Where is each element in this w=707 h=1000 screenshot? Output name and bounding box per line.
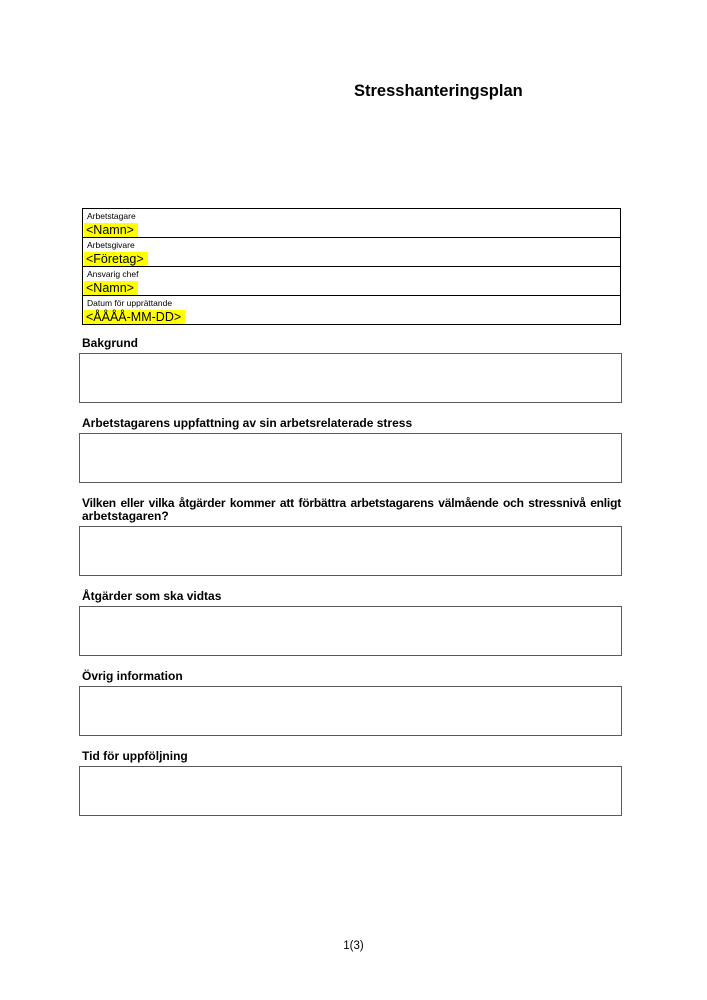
page-number: 1(3)	[343, 940, 364, 952]
info-table-row-arbetstagare	[83, 209, 620, 238]
info-table-row-arbetsgivare	[83, 238, 620, 267]
section-heading: Tid för uppföljning	[82, 749, 188, 763]
section-bakgrund	[82, 337, 621, 403]
info-row-label: Arbetstagare	[87, 211, 136, 221]
section-heading	[82, 497, 621, 523]
section-atgarder-vidtas	[82, 590, 621, 656]
atgarder-vidtas-answer-box[interactable]	[79, 606, 622, 656]
info-row-value-placeholder[interactable]: <Företag>	[84, 252, 148, 267]
info-table-row-ansvarig-chef	[83, 267, 620, 296]
section-uppfoljning	[82, 750, 621, 816]
info-table	[82, 208, 621, 325]
section-ovrig-information	[82, 670, 621, 736]
bakgrund-answer-box[interactable]	[79, 353, 622, 403]
section-heading: Åtgärder som ska vidtas	[82, 589, 222, 603]
document-title: Stresshanteringsplan	[354, 82, 523, 100]
section-heading-line1: Vilken eller vilka åtgärder kommer att förbättra arbetstagarens välmående och stressnivå enligt	[82, 496, 621, 510]
ovrig-information-answer-box[interactable]	[79, 686, 622, 736]
section-uppfattning	[82, 417, 621, 483]
uppfoljning-answer-box[interactable]	[79, 766, 622, 816]
info-row-value-placeholder[interactable]: <Namn>	[84, 223, 138, 238]
info-row-value-placeholder[interactable]: <Namn>	[84, 281, 138, 296]
section-atgarder-forbattra	[82, 497, 621, 576]
section-heading: Övrig information	[82, 669, 183, 683]
info-row-label: Arbetsgivare	[87, 240, 135, 250]
section-heading: Arbetstagarens uppfattning av sin arbetsrelaterade stress	[82, 416, 413, 430]
info-row-label: Datum för upprättande	[87, 298, 173, 308]
section-heading-line2: arbetstagaren?	[82, 509, 169, 523]
info-row-value-placeholder[interactable]: <ÅÅÅÅ-MM-DD>	[84, 310, 185, 324]
atgarder-forbattra-answer-box[interactable]	[79, 526, 622, 576]
form-sections	[82, 337, 621, 830]
info-table-row-datum	[83, 296, 620, 324]
section-heading: Bakgrund	[82, 336, 139, 350]
uppfattning-answer-box[interactable]	[79, 433, 622, 483]
info-row-label: Ansvarig chef	[87, 269, 139, 279]
